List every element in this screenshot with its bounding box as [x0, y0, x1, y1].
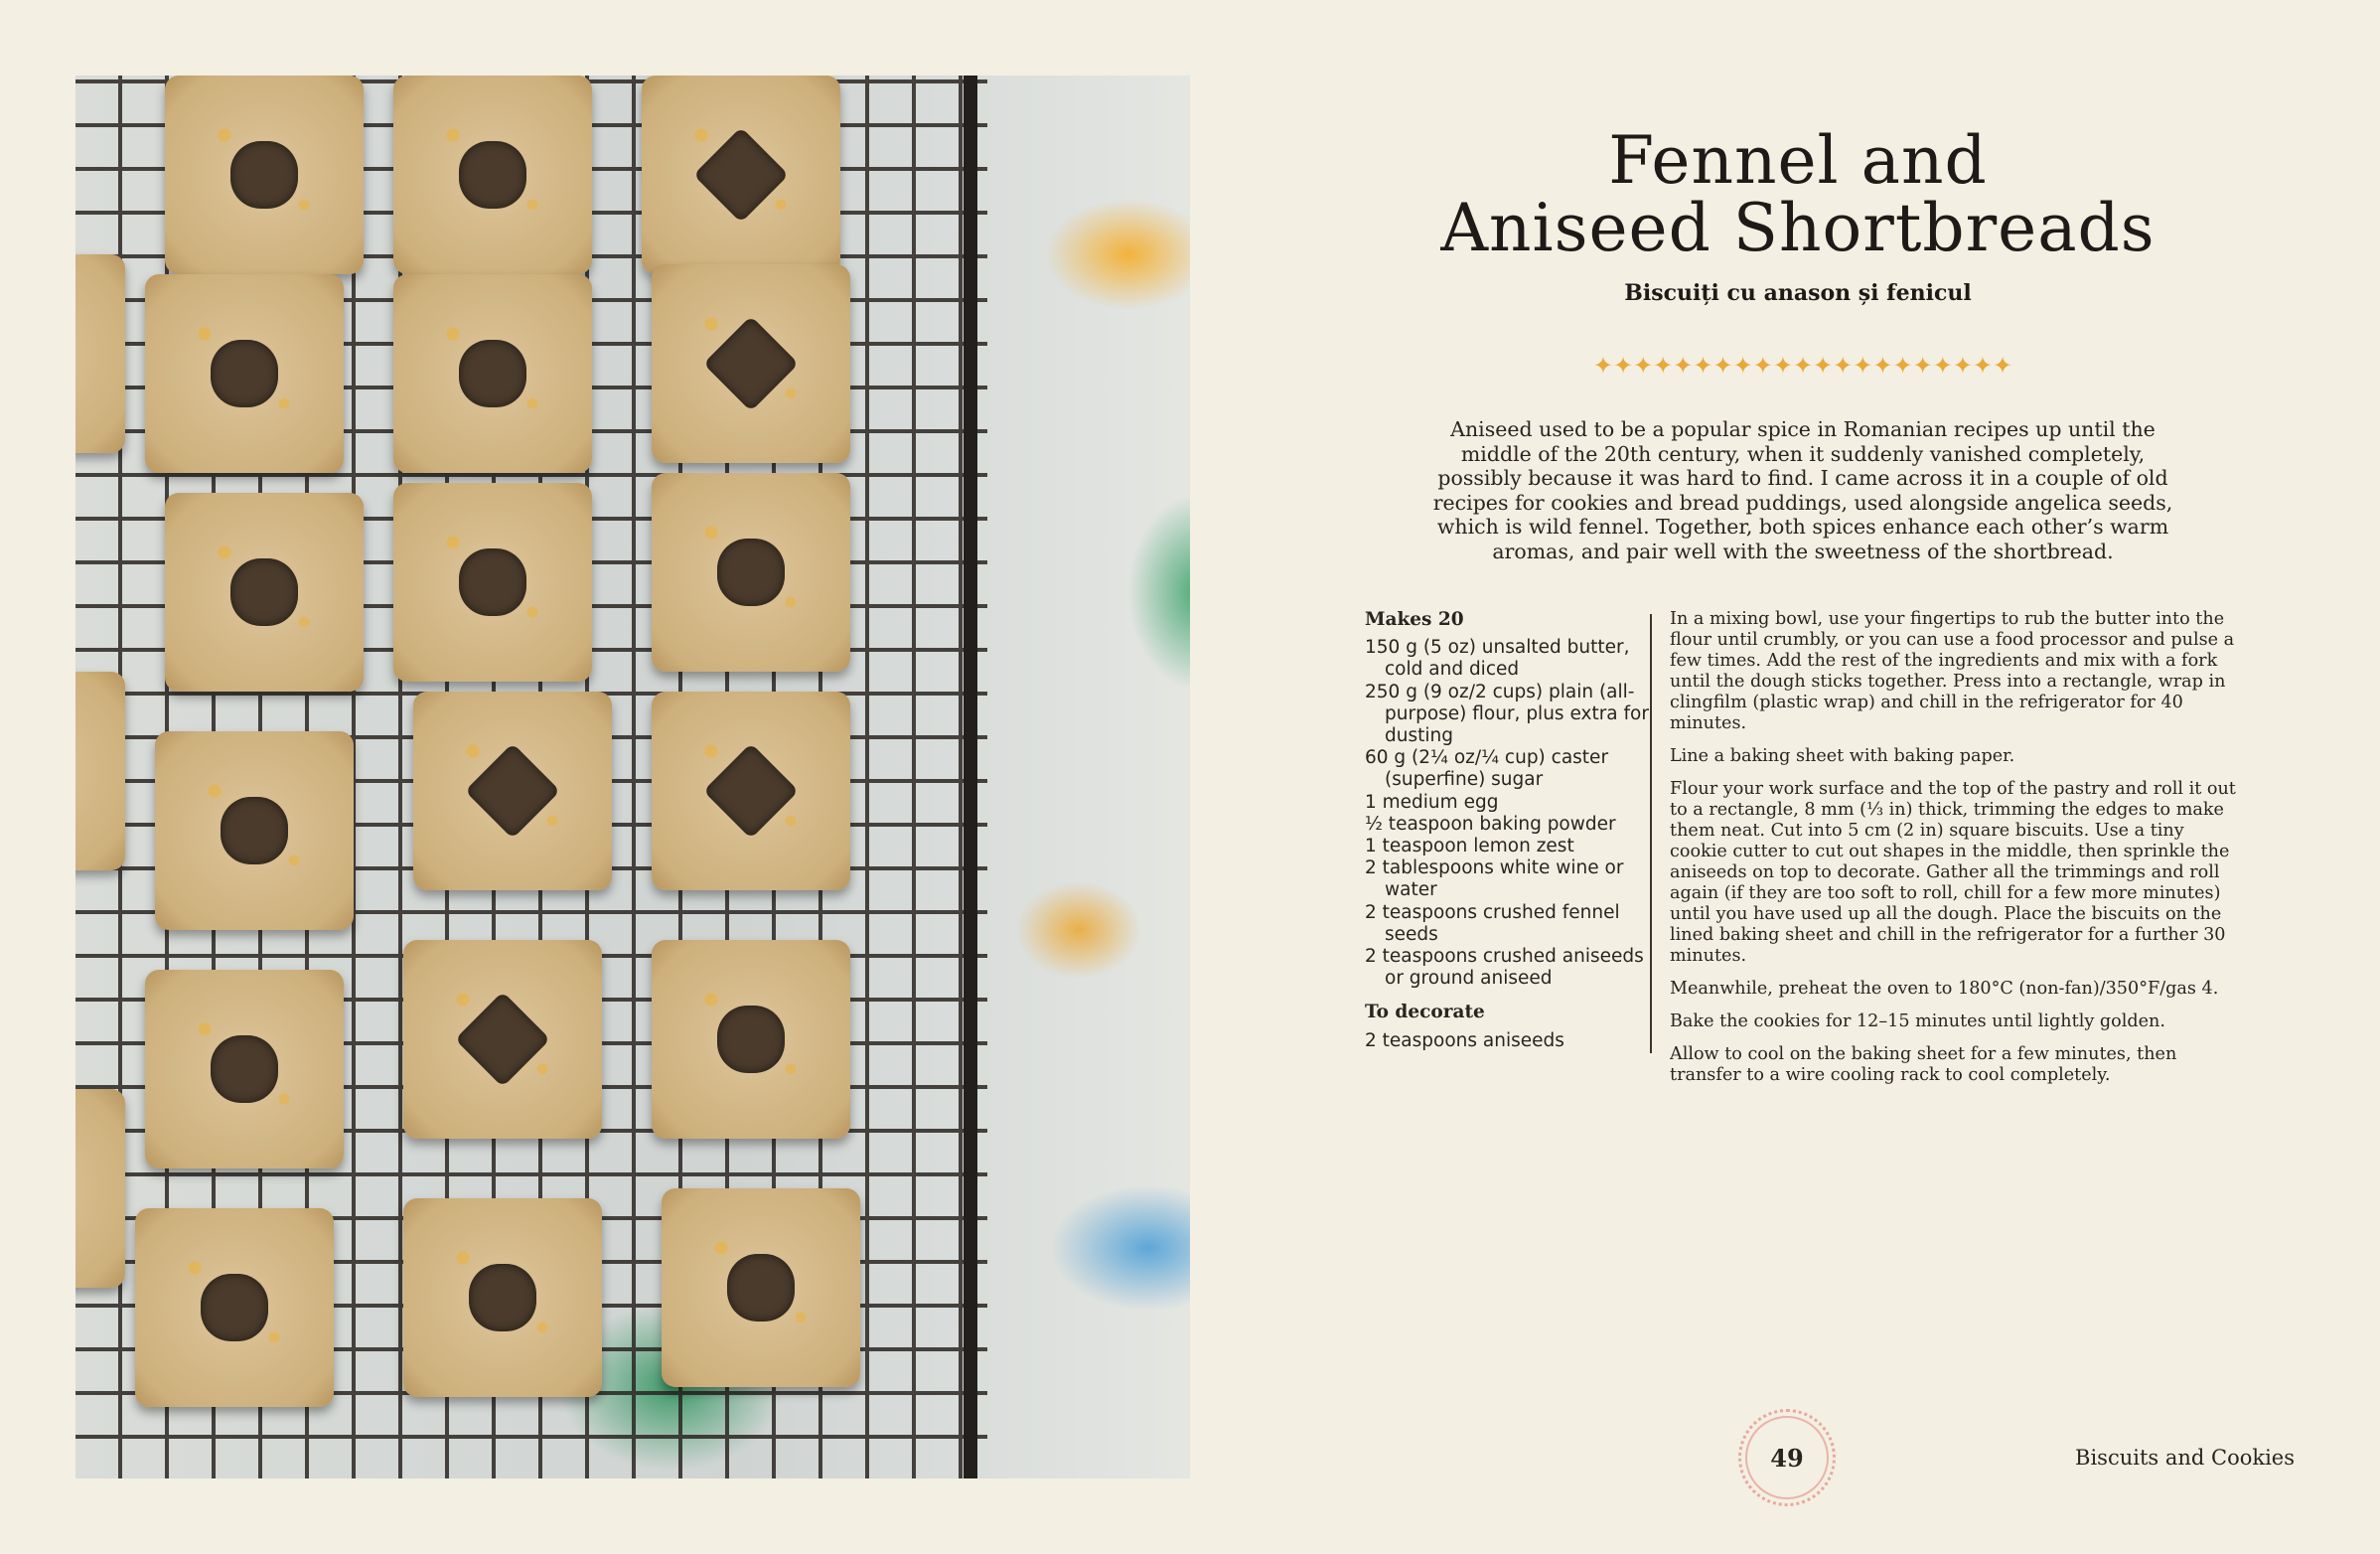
ingredient-item: 2 teaspoons crushed aniseeds or ground aniseed — [1365, 946, 1644, 990]
flower-cutout — [211, 1035, 278, 1103]
shortbread-biscuit — [393, 274, 592, 473]
decorate-item: 2 teaspoons aniseeds — [1365, 1029, 1564, 1051]
page-number-text: 49 — [1770, 1443, 1804, 1473]
ingredient-item: 1 medium egg — [1365, 791, 1499, 813]
column-divider — [1650, 614, 1652, 1053]
shortbread-biscuit — [652, 940, 850, 1139]
ingredient-item: 1 teaspoon lemon zest — [1365, 836, 1574, 857]
ingredient-item: 2 teaspoons crushed fennel seeds — [1365, 901, 1620, 945]
shortbread-biscuit — [145, 970, 344, 1168]
flower-cutout — [717, 539, 785, 606]
flower-cutout — [211, 340, 278, 407]
star-cutout — [703, 743, 799, 839]
star-cutout — [465, 743, 560, 839]
method-step: In a mixing bowl, use your fingertips to rub the butter into the flour until crumbly, or you can use a food processor and pulse a few times. Add the rest of the ingredients and mix with a fork until the dough sticks together. Press into a rectangle, wrap in clingfilm (plastic wrap) and chill in the refrigerator for 40 minutes. — [1670, 609, 2235, 733]
shortbread-biscuit — [145, 274, 344, 473]
shortbread-biscuit — [652, 473, 850, 672]
shortbread-biscuit — [75, 254, 125, 453]
shortbread-biscuit — [135, 1208, 334, 1407]
title-line-2: Aniseed Shortbreads — [1440, 190, 2156, 266]
flower-cutout — [230, 141, 298, 209]
title-line-1: Fennel and — [1608, 122, 1988, 199]
makes-heading: Makes 20 — [1365, 609, 1464, 630]
shortbread-biscuit — [75, 1089, 125, 1288]
ingredient-item: 250 g (9 oz/2 cups) plain (all-purpose) flour, plus extra for dusting — [1365, 681, 1649, 747]
section-name: Biscuits and Cookies — [2075, 1446, 2295, 1470]
ingredient-item: ½ teaspoon baking powder — [1365, 813, 1616, 835]
star-cutout — [703, 316, 799, 411]
recipe-photo — [75, 76, 1190, 1478]
flower-cutout — [727, 1254, 795, 1321]
star-cutout — [455, 992, 550, 1087]
flower-cutout — [459, 141, 526, 209]
recipe-subtitle: Biscuiți cu anason și fenicul — [1624, 280, 1972, 306]
cooling-rack-edge — [964, 76, 977, 1478]
method-step: Line a baking sheet with baking paper. — [1670, 746, 2015, 766]
shortbread-biscuit — [165, 76, 364, 274]
shortbread-biscuit — [662, 1188, 860, 1387]
shortbread-biscuit — [165, 493, 364, 692]
decorative-divider: ✦✦✦✦✦✦✦✦✦✦✦✦✦✦✦✦✦✦✦✦✦ — [1592, 352, 2013, 380]
shortbread-biscuit — [75, 672, 125, 870]
ingredient-item: 60 g (2¼ oz/¼ cup) caster (superfine) sugar — [1365, 747, 1609, 791]
method-step: Flour your work surface and the top of the pastry and roll it out to a rectangle, 8 mm (⅓ in) thick, trimming the edges to make them neat. Cut into 5 cm (2 in) square biscuits. Use a tiny cookie cutter to cut out shapes in the middle, then sprinkle the aniseeds on top to decorate. Gather all the trimmings and roll again (if they are too soft to roll, chill for a few more minutes) until you have used up all the dough. Place the biscuits on the lined baking sheet and chill in the refrigerator for a further 30 minutes. — [1670, 779, 2236, 966]
flower-cutout — [230, 558, 298, 626]
shortbread-biscuit — [155, 731, 354, 930]
shortbread-biscuit — [403, 1198, 602, 1397]
shortbread-biscuit — [403, 940, 602, 1139]
flower-cutout — [201, 1274, 268, 1341]
flower-cutout — [459, 548, 526, 616]
shortbread-biscuit — [413, 692, 612, 890]
ingredients-column — [1365, 609, 1653, 1064]
shortbread-biscuit — [652, 692, 850, 890]
flower-cutout — [459, 340, 526, 407]
decorate-heading: To decorate — [1365, 1002, 1485, 1023]
recipe-title — [1411, 122, 2185, 266]
decorate-list — [1365, 1030, 1653, 1052]
method-step: Allow to cool on the baking sheet for a few minutes, then transfer to a wire cooling rack to cool completely. — [1670, 1044, 2177, 1085]
flower-cutout — [221, 797, 288, 864]
page-number — [1738, 1409, 1836, 1506]
shortbread-biscuit — [652, 264, 850, 463]
flower-cutout — [469, 1264, 536, 1331]
method-steps — [1670, 609, 2239, 1098]
flower-cutout — [717, 1006, 785, 1073]
method-step: Meanwhile, preheat the oven to 180°C (non-fan)/350°F/gas 4. — [1670, 979, 2219, 999]
star-cutout — [693, 127, 789, 223]
method-step: Bake the cookies for 12–15 minutes until lightly golden. — [1670, 1011, 2165, 1031]
shortbread-biscuit — [393, 76, 592, 274]
shortbread-biscuit — [393, 483, 592, 682]
recipe-intro: Aniseed used to be a popular spice in Romanian recipes up until the middle of the 20th century, when it suddenly vanished completely, possibly because it was hard to find. I came across it in a couple of old recipes for cookies and bread puddings, used alongside angelica seeds, which is wild fennel. Together, both spices enhance each other’s warm aromas, and pair well with the sweetness of the shortbread. — [1432, 417, 2173, 563]
ingredient-item: 2 tablespoons white wine or water — [1365, 857, 1624, 901]
ingredient-list — [1365, 637, 1653, 990]
ingredient-item: 150 g (5 oz) unsalted butter, cold and diced — [1365, 637, 1630, 681]
shortbread-biscuit — [642, 76, 840, 274]
